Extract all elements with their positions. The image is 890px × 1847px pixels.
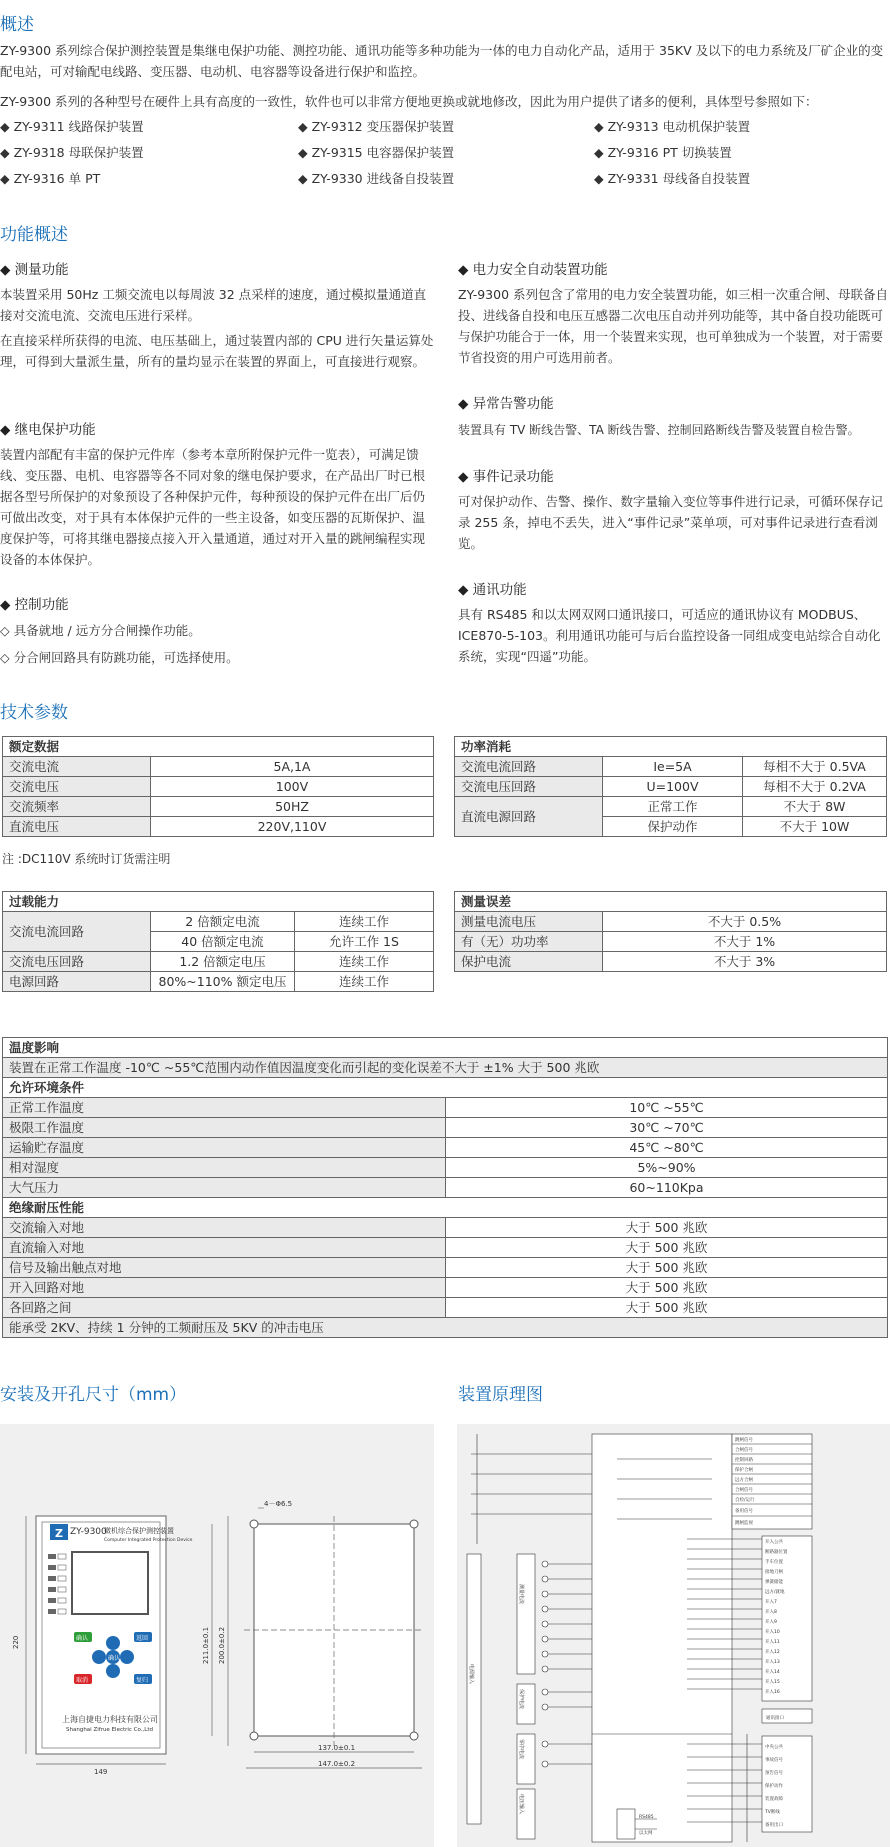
svg-text:开入16: 开入16 (765, 1690, 780, 1695)
svg-text:开入14: 开入14 (765, 1670, 780, 1675)
svg-text:事故信号: 事故信号 (765, 1758, 783, 1763)
svg-text:零序电流: 零序电流 (518, 1739, 524, 1760)
power-label: 交流电压回路 (455, 777, 603, 797)
device-name: 微机综合保护测控装置 (104, 1527, 174, 1535)
tech-note: 注 :DC110V 系统时订货需注明 (2, 852, 171, 866)
overload-label: 交流电流回路 (3, 912, 151, 952)
env-label: 运输贮存温度 (3, 1138, 446, 1158)
svg-text:断路器位置: 断路器位置 (765, 1550, 788, 1555)
relay-title: ◆ 继电保护功能 (0, 422, 96, 438)
power-table (454, 736, 887, 837)
safety-text: ZY-9300 系列包含了常用的电力安全装置功能，如三相一次重合闸、母联备自投、进线备自投和电压互感器二次电压自动并列功能等，其中备自投功能既可与保护功能合于一体，用一个装置来实现，也可单独成为一个装置，对于需要节省投资的用户可选用前者。 (458, 287, 889, 365)
error-label: 测量电流电压 (455, 912, 603, 932)
power-value: 不大于 10W (743, 817, 887, 837)
dim-149: 149 (94, 1768, 108, 1776)
error-value: 不大于 0.5% (603, 912, 887, 932)
environment-table (2, 1037, 888, 1338)
svg-text:返回: 返回 (136, 1635, 149, 1642)
brand-text: ZY-9300 (70, 1527, 107, 1537)
control-item2: ◇ 分合闸回路具有防跳功能，可选择使用。 (0, 650, 239, 665)
overload-value: 连续工作 (295, 912, 434, 932)
error-label: 保护电流 (455, 952, 603, 972)
env-label: 大气压力 (3, 1178, 446, 1198)
power-value: 每相不大于 0.2VA (743, 777, 887, 797)
power-value: 不大于 8W (743, 797, 887, 817)
svg-text:电源输入: 电源输入 (468, 1664, 474, 1685)
error-header: 测量误差 (455, 892, 887, 912)
measure-text1: 本装置采用 50Hz 工频交流电以每周波 32 点采样的速度，通过模拟量通道直接对交流电流、交流电压进行采样。 (0, 287, 427, 323)
temp-header: 温度影响 (3, 1038, 888, 1058)
install-drawing-panel (0, 1424, 434, 1847)
ins-value: 大于 500 兆欧 (446, 1238, 888, 1258)
rated-table (2, 736, 434, 837)
overload-label: 交流电压回路 (3, 952, 151, 972)
svg-text:测量电流: 测量电流 (518, 1584, 524, 1605)
error-table (454, 891, 887, 972)
svg-text:备用信号: 备用信号 (735, 1509, 753, 1514)
comm-text: 具有 RS485 和以太网双网口通讯接口，可适应的通讯协议有 MODBUS、ICE870-5-103。利用通讯功能可与后台监控设备一同组成变电站综合自动化系统，实现“四遥”功能。 (458, 607, 881, 664)
env-value: 30℃ ~70℃ (446, 1118, 888, 1138)
ins-label: 信号及输出触点对地 (3, 1258, 446, 1278)
env-header: 允许环境条件 (3, 1078, 888, 1098)
ins-value: 大于 500 兆欧 (446, 1258, 888, 1278)
principle-diagram (457, 1424, 890, 1847)
svg-text:确认: 确认 (76, 1635, 89, 1642)
event-text: 可对保护动作、告警、操作、数字量输入变位等事件进行记录，可循环保存记录 255 条，掉电不丢失，进入“事件记录”菜单项，可对事件记录进行查看浏览。 (458, 494, 884, 551)
error-value: 不大于 3% (603, 952, 887, 972)
svg-text:手车位置: 手车位置 (765, 1560, 783, 1565)
overload-value: 连续工作 (295, 952, 434, 972)
rated-value: 220V,110V (151, 817, 434, 837)
power-header: 功率消耗 (455, 737, 887, 757)
device-en: Computer Integrated Protection Device (104, 1538, 193, 1543)
principle-drawing-panel (457, 1424, 890, 1847)
svg-text:弹簧储能: 弹簧储能 (765, 1580, 783, 1585)
overload-value: 允许工作 1S (295, 932, 434, 952)
svg-text:远方合闸: 远方合闸 (735, 1478, 753, 1483)
model-item: ◆ ZY-9331 母线备自投装置 (594, 171, 751, 186)
rated-value: 50HZ (151, 797, 434, 817)
svg-text:开入7: 开入7 (765, 1600, 777, 1605)
rated-label: 交流电压 (3, 777, 151, 797)
overload-label: 电源回路 (3, 972, 151, 992)
svg-text:TV断线: TV断线 (765, 1810, 780, 1815)
comm-title: ◆ 通讯功能 (458, 582, 527, 598)
svg-text:开入11: 开入11 (765, 1640, 780, 1645)
overload-cond: 2 倍额定电流 (151, 912, 295, 932)
svg-text:开入13: 开入13 (765, 1660, 780, 1665)
ins-value: 大于 500 兆欧 (446, 1278, 888, 1298)
overview-para2: ZY-9300 系列的各种型号在硬件上具有高度的一致性，软件也可以非常方便地更换或就地修改，因此为用户提供了诸多的便利，具体型号参照如下： (0, 94, 818, 109)
svg-text:保护动作: 保护动作 (765, 1784, 783, 1789)
svg-text:合闸信号: 合闸信号 (735, 1448, 753, 1453)
svg-text:装置故障: 装置故障 (765, 1797, 783, 1802)
model-item: ◆ ZY-9312 变压器保护装置 (298, 119, 455, 134)
model-item: ◆ ZY-9330 进线备自投装置 (298, 171, 455, 186)
svg-text:跳闸信号: 跳闸信号 (735, 1438, 753, 1443)
env-label: 正常工作温度 (3, 1098, 446, 1118)
power-cond: U=100V (603, 777, 743, 797)
relay-text: 装置内部配有丰富的保护元件库（参考本章所附保护元件一览表），可满足馈线、变压器、电机、电容器等各不同对象的继电保护要求，在产品出厂时已根据各型号所保护的对象预设了各种保护元件，每种预设的保护元件在出厂后仍可做出改变，对于具有本体保护元件的一些主设备，如变压器的瓦斯保护、温度保护等，可将其继电器接点接入开入量通道，通过对开入量的跳闸编程实现设备的本体保护。 (0, 447, 426, 567)
svg-text:开入公共: 开入公共 (765, 1540, 783, 1545)
overload-cond: 80%~110% 额定电压 (151, 972, 295, 992)
svg-text:开入12: 开入12 (765, 1650, 780, 1655)
event-title: ◆ 事件记录功能 (458, 469, 554, 485)
env-value: 60~110Kpa (446, 1178, 888, 1198)
error-value: 不大于 1% (603, 932, 887, 952)
lcd-screen (72, 1552, 148, 1614)
install-title: 安装及开孔尺寸（mm） (0, 1385, 187, 1405)
env-value: 10℃ ~55℃ (446, 1098, 888, 1118)
rated-value: 100V (151, 777, 434, 797)
power-value: 每相不大于 0.5VA (743, 757, 887, 777)
model-item: ◆ ZY-9311 线路保护装置 (0, 119, 144, 134)
dim-220: 220 (12, 1635, 20, 1649)
svg-text:接地刀闸: 接地刀闸 (765, 1570, 783, 1575)
principle-title: 装置原理图 (458, 1385, 543, 1405)
svg-text:自检/运行: 自检/运行 (735, 1498, 755, 1503)
svg-text:保护合闸: 保护合闸 (735, 1468, 753, 1473)
overload-value: 连续工作 (295, 972, 434, 992)
rated-label: 交流电流 (3, 757, 151, 777)
svg-text:备用出口: 备用出口 (765, 1823, 783, 1828)
company-en: Shanghai Zifrue Electric Co.,Ltd (66, 1727, 154, 1733)
overview-para1: ZY-9300 系列综合保护测控装置是集继电保护功能、测控功能、通讯功能等多种功能为一体的电力自动化产品，适用于 35KV 及以下的电力系统及厂矿企业的变配电站，可对输配电线路、变压器、电动机、电容器等设备进行保护和监控。 (0, 43, 884, 79)
power-label: 直流电源回路 (455, 797, 603, 837)
svg-text:复归: 复归 (136, 1677, 149, 1684)
rated-value: 5A,1A (151, 757, 434, 777)
svg-text:合闸信号: 合闸信号 (735, 1488, 753, 1493)
alarm-title: ◆ 异常告警功能 (458, 396, 554, 412)
svg-text:Z: Z (55, 1527, 63, 1540)
svg-text:开入8: 开入8 (765, 1610, 777, 1615)
svg-text:控制回路: 控制回路 (735, 1458, 753, 1463)
rated-label: 直流电压 (3, 817, 151, 837)
model-item: ◆ ZY-9316 PT 切换装置 (594, 145, 732, 160)
svg-text:以太网: 以太网 (639, 1831, 653, 1836)
ins-value: 大于 500 兆欧 (446, 1298, 888, 1318)
dim-211: 211.0±0.1 (202, 1626, 210, 1664)
dim-137: 137.0±0.1 (318, 1744, 356, 1752)
ins-label: 直流输入对地 (3, 1238, 446, 1258)
overload-cond: 1.2 倍额定电压 (151, 952, 295, 972)
svg-text:通讯接口: 通讯接口 (766, 1716, 784, 1721)
functions-title: 功能概述 (0, 225, 68, 245)
model-item: ◆ ZY-9318 母联保护装置 (0, 145, 144, 160)
dim-147: 147.0±0.2 (318, 1760, 356, 1768)
overload-table (2, 891, 434, 992)
power-cond: 保护动作 (603, 817, 743, 837)
tech-title: 技术参数 (0, 703, 68, 723)
svg-text:开入10: 开入10 (765, 1630, 780, 1635)
svg-text:确认: 确认 (108, 1655, 121, 1662)
env-value: 5%~90% (446, 1158, 888, 1178)
model-item: ◆ ZY-9316 单 PT (0, 171, 101, 186)
power-cond: 正常工作 (603, 797, 743, 817)
dim-hole: 4－Φ6.5 (264, 1500, 293, 1508)
alarm-text: 装置具有 TV 断线告警、TA 断线告警、控制回路断线告警及装置自检告警。 (458, 423, 860, 437)
svg-text:远方/就地: 远方/就地 (765, 1590, 785, 1595)
rated-label: 交流频率 (3, 797, 151, 817)
env-label: 相对湿度 (3, 1158, 446, 1178)
svg-text:预告信号: 预告信号 (765, 1771, 783, 1776)
env-label: 极限工作温度 (3, 1118, 446, 1138)
ins-value: 大于 500 兆欧 (446, 1218, 888, 1238)
rated-header: 额定数据 (3, 737, 434, 757)
svg-text:跳闸监视: 跳闸监视 (735, 1521, 753, 1526)
install-drawing (0, 1424, 434, 1847)
measure-title: ◆ 测量功能 (0, 262, 69, 278)
power-cond: Ie=5A (603, 757, 743, 777)
env-value: 45℃ ~80℃ (446, 1138, 888, 1158)
error-label: 有（无）功功率 (455, 932, 603, 952)
temp-text: 装置在正常工作温度 -10℃ ~55℃范围内动作值因温度变化而引起的变化误差不大于 ±1% 大于 500 兆欧 (3, 1058, 888, 1078)
power-label: 交流电流回路 (455, 757, 603, 777)
overview-title: 概述 (0, 15, 34, 35)
overload-cond: 40 倍额定电流 (151, 932, 295, 952)
svg-text:取消: 取消 (76, 1677, 89, 1684)
ins-label: 交流输入对地 (3, 1218, 446, 1238)
ins-last: 能承受 2KV、持续 1 分钟的工频耐压及 5KV 的冲击电压 (3, 1318, 888, 1338)
company-name: 上海自捷电力科技有限公司 (62, 1715, 158, 1724)
control-title: ◆ 控制功能 (0, 597, 69, 613)
ins-label: 各回路之间 (3, 1298, 446, 1318)
ins-label: 开入回路对地 (3, 1278, 446, 1298)
control-item1: ◇ 具备就地 / 远方分合闸操作功能。 (0, 623, 201, 638)
dim-200: 200.0±0.2 (218, 1626, 226, 1664)
safety-title: ◆ 电力安全自动装置功能 (458, 262, 608, 278)
svg-text:RS485: RS485 (639, 1815, 654, 1820)
ins-header: 绝缘耐压性能 (3, 1198, 888, 1218)
measure-text2: 在直接采样所获得的电流、电压基础上，通过装置内部的 CPU 进行矢量运算处理，可得到大量派生量，所有的量均显示在装置的界面上，可直接进行观察。 (0, 333, 434, 369)
svg-text:开入9: 开入9 (765, 1620, 777, 1625)
model-item: ◆ ZY-9313 电动机保护装置 (594, 119, 751, 134)
overload-header: 过载能力 (3, 892, 434, 912)
model-item: ◆ ZY-9315 电容器保护装置 (298, 145, 455, 160)
svg-text:中央公共: 中央公共 (765, 1745, 783, 1750)
svg-text:保护电流: 保护电流 (518, 1689, 524, 1710)
svg-text:开入15: 开入15 (765, 1680, 780, 1685)
svg-text:电压输入: 电压输入 (518, 1794, 524, 1815)
